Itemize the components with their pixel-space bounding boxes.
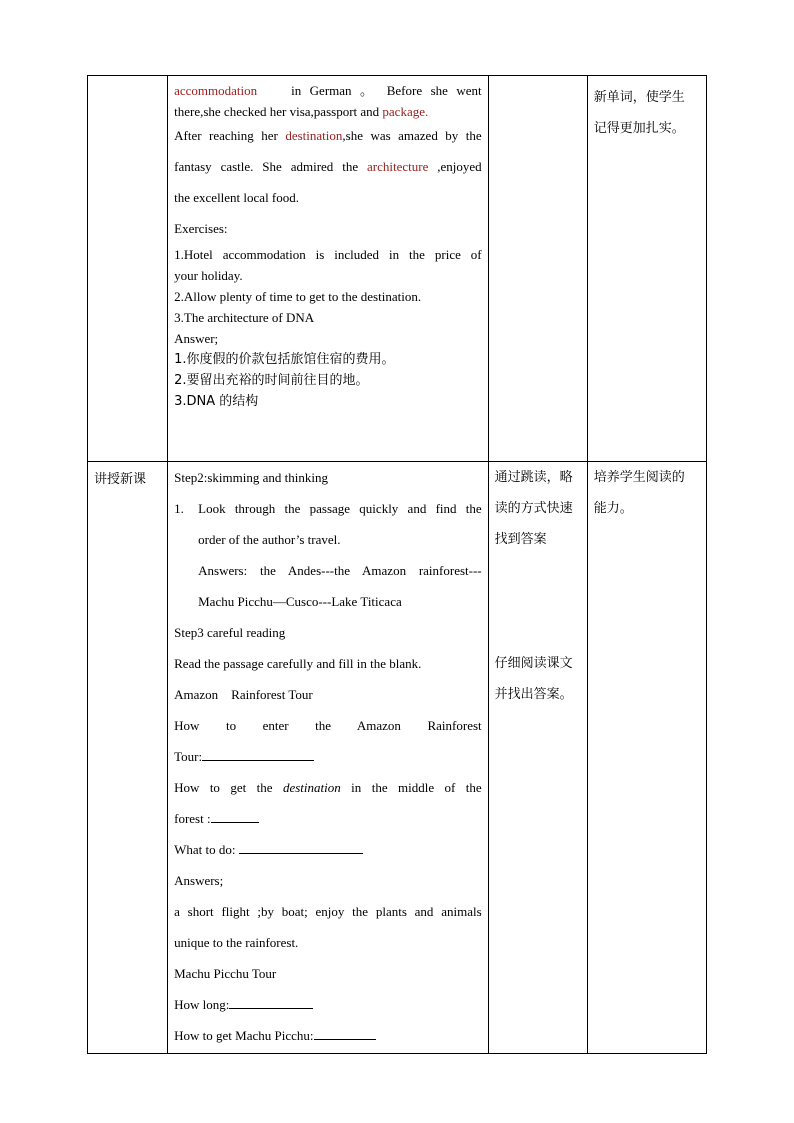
exercises-label: Exercises:: [174, 221, 228, 236]
para2-line1: After reaching her destination,she was amazed by the: [174, 128, 482, 143]
content-cell-reading: [168, 462, 489, 1054]
item1-line1: 1. Look through the passage quickly and find the: [174, 501, 482, 516]
purpose-line-4: 能力。: [593, 501, 633, 516]
purpose-line-3: 培养学生阅读的: [593, 470, 685, 485]
purpose-cell-reading: [587, 462, 706, 1054]
question-5: How to get Machu Picchu:: [174, 1020, 482, 1051]
question-1b: Tour:: [174, 741, 482, 772]
answers2-line1: a short flight ;by boat; enjoy the plants and animals: [174, 904, 482, 919]
answer-blank[interactable]: [314, 1025, 376, 1040]
purpose-cell-vocabulary: [587, 76, 706, 462]
answer-2: 2.要留出充裕的时间前往目的地。: [174, 373, 369, 388]
exercise-3: 3.The architecture of DNA: [174, 310, 315, 325]
stage-cell-empty: [88, 76, 168, 462]
purpose-line-2: 记得更加扎实。: [593, 121, 685, 136]
tour-heading-machu-picchu: Machu Picchu Tour: [174, 966, 277, 981]
answer-1: 1.你度假的价款包括旅馆住宿的费用。: [174, 352, 395, 367]
instruction-line: Read the passage carefully and fill in the blank.: [174, 656, 422, 671]
activity-cell: [488, 462, 587, 1054]
question-4: How long:: [174, 989, 482, 1020]
table-row-vocabulary: [88, 76, 707, 462]
para1-line2: there,she checked her visa,passport and package.: [174, 104, 429, 119]
question-1a: How to enter the Amazon Rainforest: [174, 718, 482, 733]
question-2b: forest :: [174, 803, 482, 834]
para1-line1: accommodation in German 。 Before she went: [174, 83, 482, 98]
stage-label: 讲授新课: [94, 472, 147, 487]
stage-cell: [88, 462, 168, 1054]
answer-label: Answer;: [174, 331, 219, 346]
step2-heading: Step2:skimming and thinking: [174, 470, 328, 485]
activity-line-1: 通过跳读，略: [494, 470, 573, 485]
activity-line-3: 找到答案: [494, 532, 547, 547]
para2-line3: the excellent local food.: [174, 190, 300, 205]
purpose-line-1: 新单词，使学生: [593, 90, 685, 105]
exercise-1a: 1.Hotel accommodation is included in the price of: [174, 247, 482, 262]
exercise-1b: your holiday.: [174, 268, 243, 283]
exercise-2: 2.Allow plenty of time to get to the destination.: [174, 289, 422, 304]
lesson-plan-table: [87, 75, 707, 1054]
answers2-line2: unique to the rainforest.: [174, 935, 299, 950]
para2-line2: fantasy castle. She admired the architecture ,enjoyed: [174, 159, 482, 174]
step3-heading: Step3 careful reading: [174, 625, 286, 640]
activity-line-5: 并找出答案。: [494, 687, 573, 702]
item1-line2: order of the author’s travel.: [198, 532, 341, 547]
answers1-line1: Answers: the Andes---the Amazon rainforest---: [198, 563, 482, 578]
tour-heading-amazon: Amazon Rainforest Tour: [174, 687, 313, 702]
answers1-line2: Machu Picchu—Cusco---Lake Titicaca: [198, 594, 402, 609]
activity-cell-empty: [488, 76, 587, 462]
answer-blank[interactable]: [239, 839, 363, 854]
activity-line-4: 仔细阅读课文: [494, 656, 573, 671]
question-3: What to do:: [174, 834, 482, 865]
activity-line-2: 读的方式快速: [494, 501, 573, 516]
content-cell-vocabulary: [168, 76, 489, 462]
answer-blank[interactable]: [229, 994, 313, 1009]
question-2a: How to get the destination in the middle of the: [174, 780, 482, 795]
table-row-new-lesson: [88, 462, 707, 1054]
answer-blank[interactable]: [211, 808, 259, 823]
answer-3: 3.DNA 的结构: [174, 394, 259, 409]
answers2-label: Answers;: [174, 873, 224, 888]
answer-blank[interactable]: [202, 746, 314, 761]
